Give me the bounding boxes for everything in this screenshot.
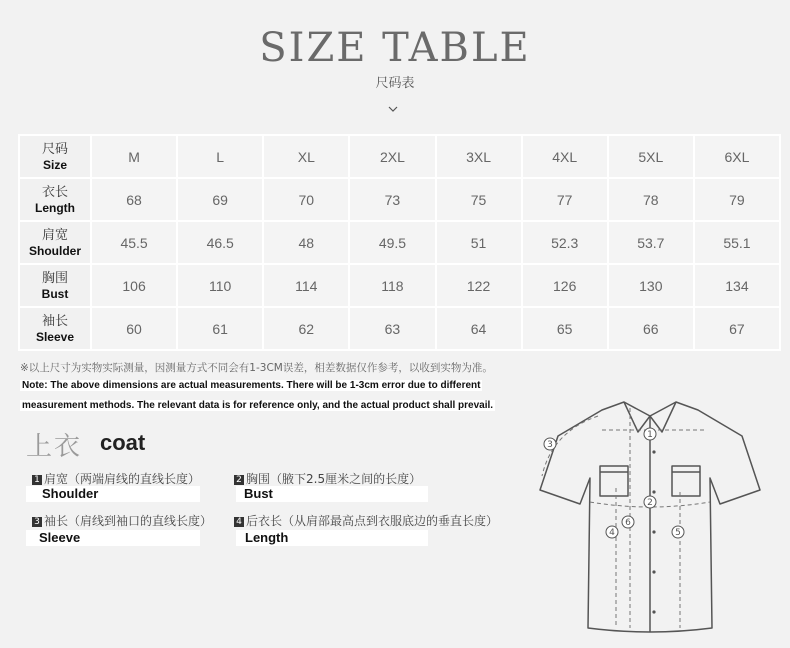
table-row-length (19, 178, 780, 221)
size-cell: L (177, 135, 263, 178)
measurement-desc: 袖长（肩线到袖口的直线长度） (44, 514, 213, 528)
table-cell: 73 (349, 178, 435, 221)
measurement-desc: 胸围（腋下2.5厘米之间的长度） (246, 472, 422, 486)
shirt-measurement-diagram-icon (520, 392, 788, 640)
table-cell: 130 (608, 264, 694, 307)
marker-number: 4 (234, 517, 244, 527)
marker-number: 3 (32, 517, 42, 527)
table-cell: 106 (91, 264, 177, 307)
row-label-cn: 袖长 (41, 312, 68, 328)
size-cell: 4XL (522, 135, 608, 178)
row-label-cn: 衣长 (41, 183, 68, 199)
table-cell: 45.5 (91, 221, 177, 264)
row-label-cn: 胸围 (41, 269, 68, 285)
note-english-line2: measurement methods. The relevant data is for reference only, and the actual product shall prevail. (22, 400, 494, 411)
note-english (20, 376, 560, 416)
size-cell: 5XL (608, 135, 694, 178)
table-cell: 70 (263, 178, 349, 221)
table-cell: 49.5 (349, 221, 435, 264)
coat-label-en: coat (100, 430, 146, 455)
table-cell: 46.5 (177, 221, 263, 264)
table-cell: 61 (177, 307, 263, 350)
note-english-line1: Note: The above dimensions are actual measurements. There will be 1-3cm error due to different (22, 380, 481, 391)
row-header (19, 307, 91, 350)
size-label-cn: 尺码 (41, 140, 68, 156)
row-label-en: Length (35, 200, 75, 215)
measurement-bust-en: Bust (236, 486, 428, 502)
marker-label: 1 (647, 430, 653, 440)
measurement-bust-cn (234, 470, 421, 487)
measurement-length-cn (234, 512, 498, 529)
marker-label: 5 (675, 528, 681, 538)
size-cell: 6XL (694, 135, 780, 178)
marker-label: 2 (647, 498, 653, 508)
row-label-en: Shoulder (28, 243, 81, 258)
row-label-en: Sleeve (35, 329, 75, 344)
measurement-length-en: Length (236, 530, 428, 546)
size-cell: M (91, 135, 177, 178)
table-cell: 75 (436, 178, 522, 221)
measurement-desc: 后衣长（从肩部最高点到衣服底边的垂直长度） (246, 514, 499, 528)
table-cell: 64 (436, 307, 522, 350)
table-cell: 67 (694, 307, 780, 350)
table-cell: 48 (263, 221, 349, 264)
table-cell: 78 (608, 178, 694, 221)
size-cell: XL (263, 135, 349, 178)
table-cell: 77 (522, 178, 608, 221)
table-cell: 79 (694, 178, 780, 221)
measurement-sleeve-en: Sleeve (26, 530, 200, 546)
marker-label: 6 (625, 518, 631, 528)
table-cell: 134 (694, 264, 780, 307)
marker-number: 1 (32, 475, 42, 485)
row-header (19, 221, 91, 264)
row-label-en: Bust (41, 286, 69, 301)
table-cell: 69 (177, 178, 263, 221)
table-cell: 53.7 (608, 221, 694, 264)
table-cell: 122 (436, 264, 522, 307)
row-header (19, 264, 91, 307)
table-cell: 126 (522, 264, 608, 307)
table-header-row (19, 135, 780, 178)
chevron-down-icon (388, 104, 398, 114)
table-row-sleeve (19, 307, 780, 350)
row-header (19, 178, 91, 221)
table-row-shoulder (19, 221, 780, 264)
marker-label: 3 (547, 440, 553, 450)
coat-label-cn: 上衣 (26, 432, 83, 462)
table-cell: 52.3 (522, 221, 608, 264)
table-cell: 110 (177, 264, 263, 307)
table-cell: 63 (349, 307, 435, 350)
page-title: SIZE TABLE (259, 25, 531, 71)
size-cell: 3XL (436, 135, 522, 178)
table-cell: 65 (522, 307, 608, 350)
measurement-shoulder-cn (32, 470, 200, 487)
size-header-cell (19, 135, 91, 178)
table-cell: 118 (349, 264, 435, 307)
note-chinese: ※以上尺寸为实物实际测量，因测量方式不同会有1-3CM误差，相差数据仅作参考，以收到实物为准。 (20, 362, 493, 374)
table-cell: 68 (91, 178, 177, 221)
size-label-en: Size (42, 157, 67, 172)
measurement-sleeve-cn (32, 512, 212, 529)
table-cell: 62 (263, 307, 349, 350)
table-cell: 114 (263, 264, 349, 307)
row-label-cn: 肩宽 (41, 226, 68, 242)
table-cell: 60 (91, 307, 177, 350)
marker-label: 4 (609, 528, 615, 538)
measurement-shoulder-en: Shoulder (26, 486, 200, 502)
table-cell: 51 (436, 221, 522, 264)
size-table (18, 134, 781, 351)
size-cell: 2XL (349, 135, 435, 178)
table-cell: 66 (608, 307, 694, 350)
measurement-desc: 肩宽（两端肩线的直线长度） (44, 472, 201, 486)
marker-number: 2 (234, 475, 244, 485)
table-cell: 55.1 (694, 221, 780, 264)
page-subtitle: 尺码表 (375, 76, 415, 91)
table-row-bust (19, 264, 780, 307)
